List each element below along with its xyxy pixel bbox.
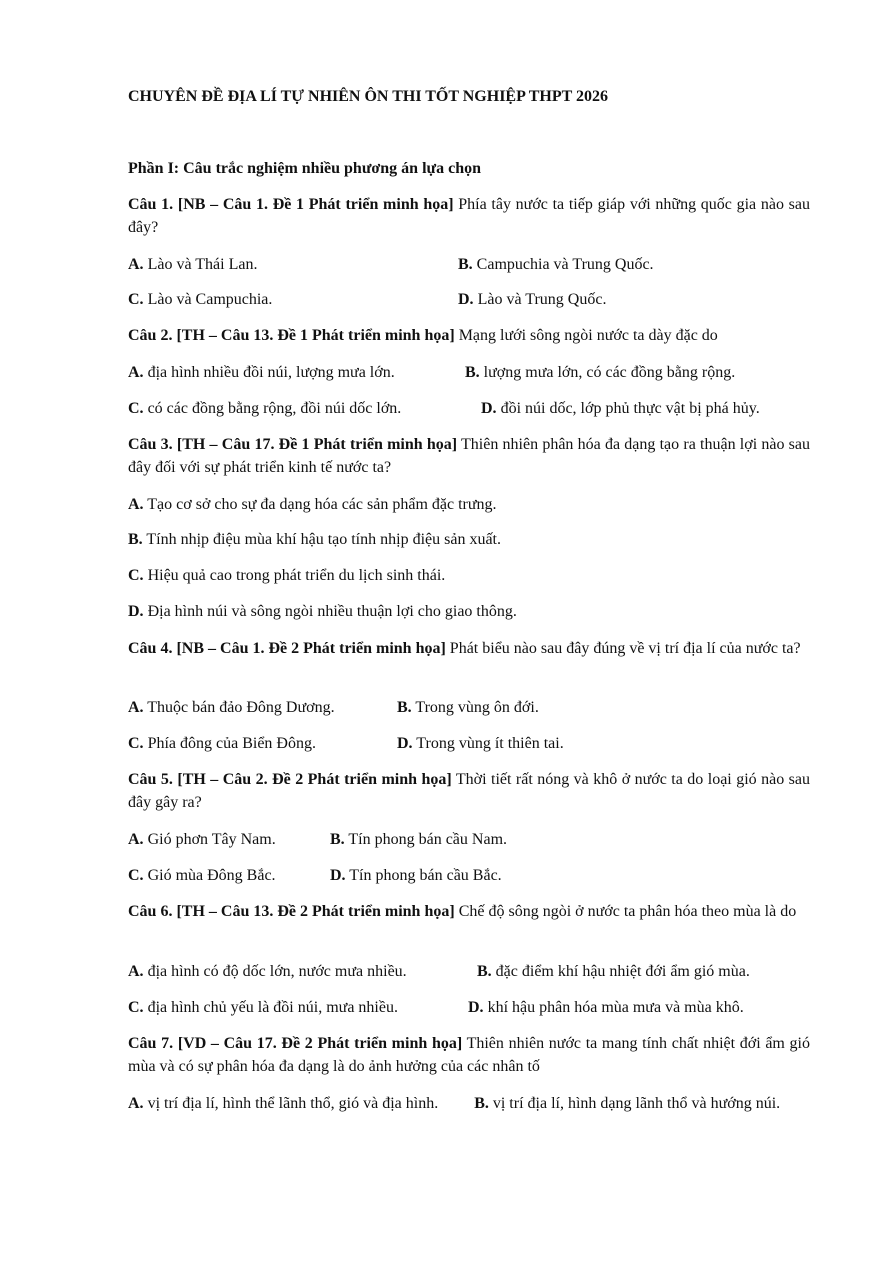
option-2c: C. có các đồng bằng rộng, đồi núi dốc lớn. bbox=[128, 400, 402, 417]
option-1b: B. Campuchia và Trung Quốc. bbox=[458, 256, 654, 273]
question-6 bbox=[128, 900, 810, 923]
option-3d: D. Địa hình núi và sông ngòi nhiều thuận lợi cho giao thông. bbox=[128, 603, 517, 620]
question-text: Chế độ sông ngòi ở nước ta phân hóa theo mùa là do bbox=[454, 903, 797, 920]
question-1 bbox=[128, 193, 810, 239]
question-label: Câu 3. [TH – Câu 17. Đề 1 Phát triển minh họa] bbox=[128, 436, 458, 453]
question-3 bbox=[128, 433, 810, 479]
option-5a: A. Gió phơn Tây Nam. bbox=[128, 831, 276, 848]
question-5 bbox=[128, 768, 810, 814]
option-1d: D. Lào và Trung Quốc. bbox=[458, 291, 607, 308]
part-heading: Phần I: Câu trắc nghiệm nhiều phương án lựa chọn bbox=[128, 160, 482, 177]
document-title: CHUYÊN ĐỀ ĐỊA LÍ TỰ NHIÊN ÔN THI TỐT NGHIỆP THPT 2026 bbox=[128, 88, 608, 105]
option-7-combined: A. vị trí địa lí, hình thể lãnh thổ, gió và địa hình. B. vị trí địa lí, hình dạng lãnh thổ và hướng núi. bbox=[128, 1095, 781, 1112]
question-4 bbox=[128, 637, 810, 660]
question-text: Mạng lưới sông ngòi nước ta dày đặc do bbox=[454, 327, 718, 344]
question-label: Câu 5. [TH – Câu 2. Đề 2 Phát triển minh họa] bbox=[128, 771, 452, 788]
question-label: Câu 6. [TH – Câu 13. Đề 2 Phát triển minh họa] bbox=[128, 903, 455, 920]
question-label: Câu 2. [TH – Câu 13. Đề 1 Phát triển minh họa] bbox=[128, 327, 455, 344]
question-text: Thiên nhiên phân hóa đa dạng tạo ra thuận lợi nào sau đây đối với sự phát triển kinh tế nước ta? bbox=[128, 436, 810, 476]
option-6c: C. địa hình chủ yếu là đồi núi, mưa nhiều. bbox=[128, 999, 398, 1016]
option-5c: C. Gió mùa Đông Bắc. bbox=[128, 867, 276, 884]
question-2 bbox=[128, 324, 810, 347]
option-4b: B. Trong vùng ôn đới. bbox=[397, 699, 539, 716]
option-3a: A. Tạo cơ sở cho sự đa dạng hóa các sản phẩm đặc trưng. bbox=[128, 496, 497, 513]
option-6d: D. khí hậu phân hóa mùa mưa và mùa khô. bbox=[468, 999, 744, 1016]
option-2b: B. lượng mưa lớn, có các đồng bằng rộng. bbox=[465, 364, 736, 381]
option-5d: D. Tín phong bán cầu Bắc. bbox=[330, 867, 502, 884]
option-2d: D. đồi núi dốc, lớp phủ thực vật bị phá hủy. bbox=[481, 400, 760, 417]
question-label: Câu 1. [NB – Câu 1. Đề 1 Phát triển minh họa] bbox=[128, 196, 454, 213]
question-text: Phát biểu nào sau đây đúng về vị trí địa lí của nước ta? bbox=[445, 640, 801, 657]
option-2a: A. địa hình nhiều đồi núi, lượng mưa lớn. bbox=[128, 364, 395, 381]
option-3c: C. Hiệu quả cao trong phát triển du lịch sinh thái. bbox=[128, 567, 446, 584]
question-text: Thời tiết rất nóng và khô ở nước ta do loại gió nào sau đây gây ra? bbox=[128, 771, 810, 811]
option-4a: A. Thuộc bán đảo Đông Dương. bbox=[128, 699, 335, 716]
option-1c: C. Lào và Campuchia. bbox=[128, 291, 273, 308]
option-6b: B. đặc điểm khí hậu nhiệt đới ẩm gió mùa. bbox=[477, 963, 750, 980]
option-4c: C. Phía đông của Biển Đông. bbox=[128, 735, 316, 752]
option-1a: A. Lào và Thái Lan. bbox=[128, 256, 258, 273]
option-5b: B. Tín phong bán cầu Nam. bbox=[330, 831, 508, 848]
option-3b: B. Tính nhịp điệu mùa khí hậu tạo tính nhịp điệu sản xuất. bbox=[128, 531, 501, 548]
question-label: Câu 7. [VD – Câu 17. Đề 2 Phát triển minh họa] bbox=[128, 1035, 463, 1052]
question-text: Thiên nhiên nước ta mang tính chất nhiệt đới ẩm gió mùa và có sự phân hóa đa dạng là do ảnh hưởng của các nhân tố bbox=[128, 1035, 810, 1075]
option-4d: D. Trong vùng ít thiên tai. bbox=[397, 735, 564, 752]
question-text: Phía tây nước ta tiếp giáp với những quốc gia nào sau đây? bbox=[128, 196, 811, 236]
question-7 bbox=[128, 1032, 810, 1078]
option-6a: A. địa hình có độ dốc lớn, nước mưa nhiều. bbox=[128, 963, 407, 980]
question-label: Câu 4. [NB – Câu 1. Đề 2 Phát triển minh họa] bbox=[128, 640, 446, 657]
